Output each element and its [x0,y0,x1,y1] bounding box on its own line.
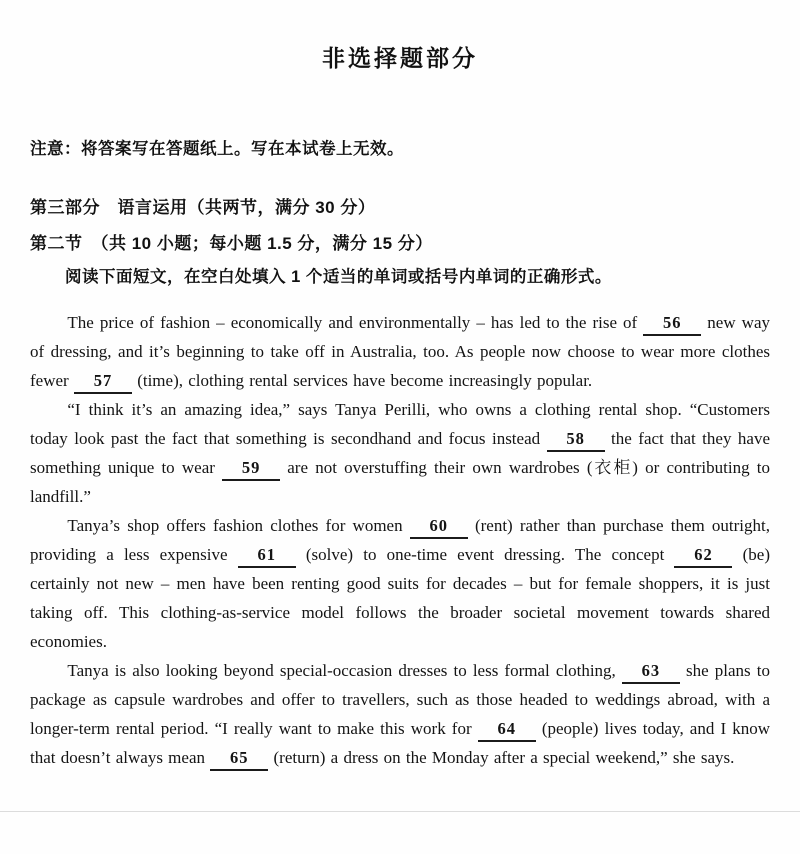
blank-62: 62 [674,544,732,568]
blank-58: 58 [547,428,605,452]
blank-59: 59 [222,457,280,481]
section-two-heading: 第二节 （共 10 小题；每小题 1.5 分，满分 15 分） [30,234,433,253]
cloze-instructions: 阅读下面短文，在空白处填入 1 个适当的单词或括号内单词的正确形式。 [65,268,612,286]
passage-paragraph: Tanya is also looking beyond special-occasion dresses to less formal clothing, 63 she plans to package as capsule wardrobes and offer to travellers, such as those headed to weddings abroad, with a longer-term rental period. “I really want to make this work for 64 (people) lives today, and I know that doesn’t always mean 65 (return) a dress on the Monday after a special weekend,” she says. [30,656,770,772]
blank-60: 60 [410,515,468,539]
bottom-divider [0,811,800,812]
blank-65: 65 [210,747,268,771]
blank-56: 56 [643,312,701,336]
blank-57: 57 [74,370,132,394]
blank-64: 64 [478,718,536,742]
passage-paragraph: The price of fashion – economically and environmentally – has led to the rise of 56 new way of dressing, and it’s beginning to take off in Australia, too. As people now choose to wear more clothes fewer 57 (time), clothing rental services have become increasingly popular. [30,308,770,395]
passage-paragraph: “I think it’s an amazing idea,” says Tanya Perilli, who owns a clothing rental shop. “Customers today look past the fact that something is secondhand and focus instead 58 the fact that they have something unique to wear 59 are not overstuffing their own wardrobes (衣柜) or contributing to landfill.” [30,400,770,506]
passage-paragraph: Tanya’s shop offers fashion clothes for women 60 (rent) rather than purchase them outright, providing a less expensive 61 (solve) to one-time event dressing. The concept 62 (be) certainly not new – men have been renting good suits for decades – but for female shoppers, it is just taking off. This clothing-as-service model follows the broader societal movement towards shared economies. [30,516,770,651]
blank-63: 63 [622,660,680,684]
page-title: 非选择题部分 [322,45,478,71]
blank-61: 61 [238,544,296,568]
part-three-heading: 第三部分 语言运用（共两节，满分 30 分） [30,198,376,217]
cloze-passage [30,308,770,772]
answer-sheet-notice: 注意：将答案写在答题纸上。写在本试卷上无效。 [30,140,404,158]
